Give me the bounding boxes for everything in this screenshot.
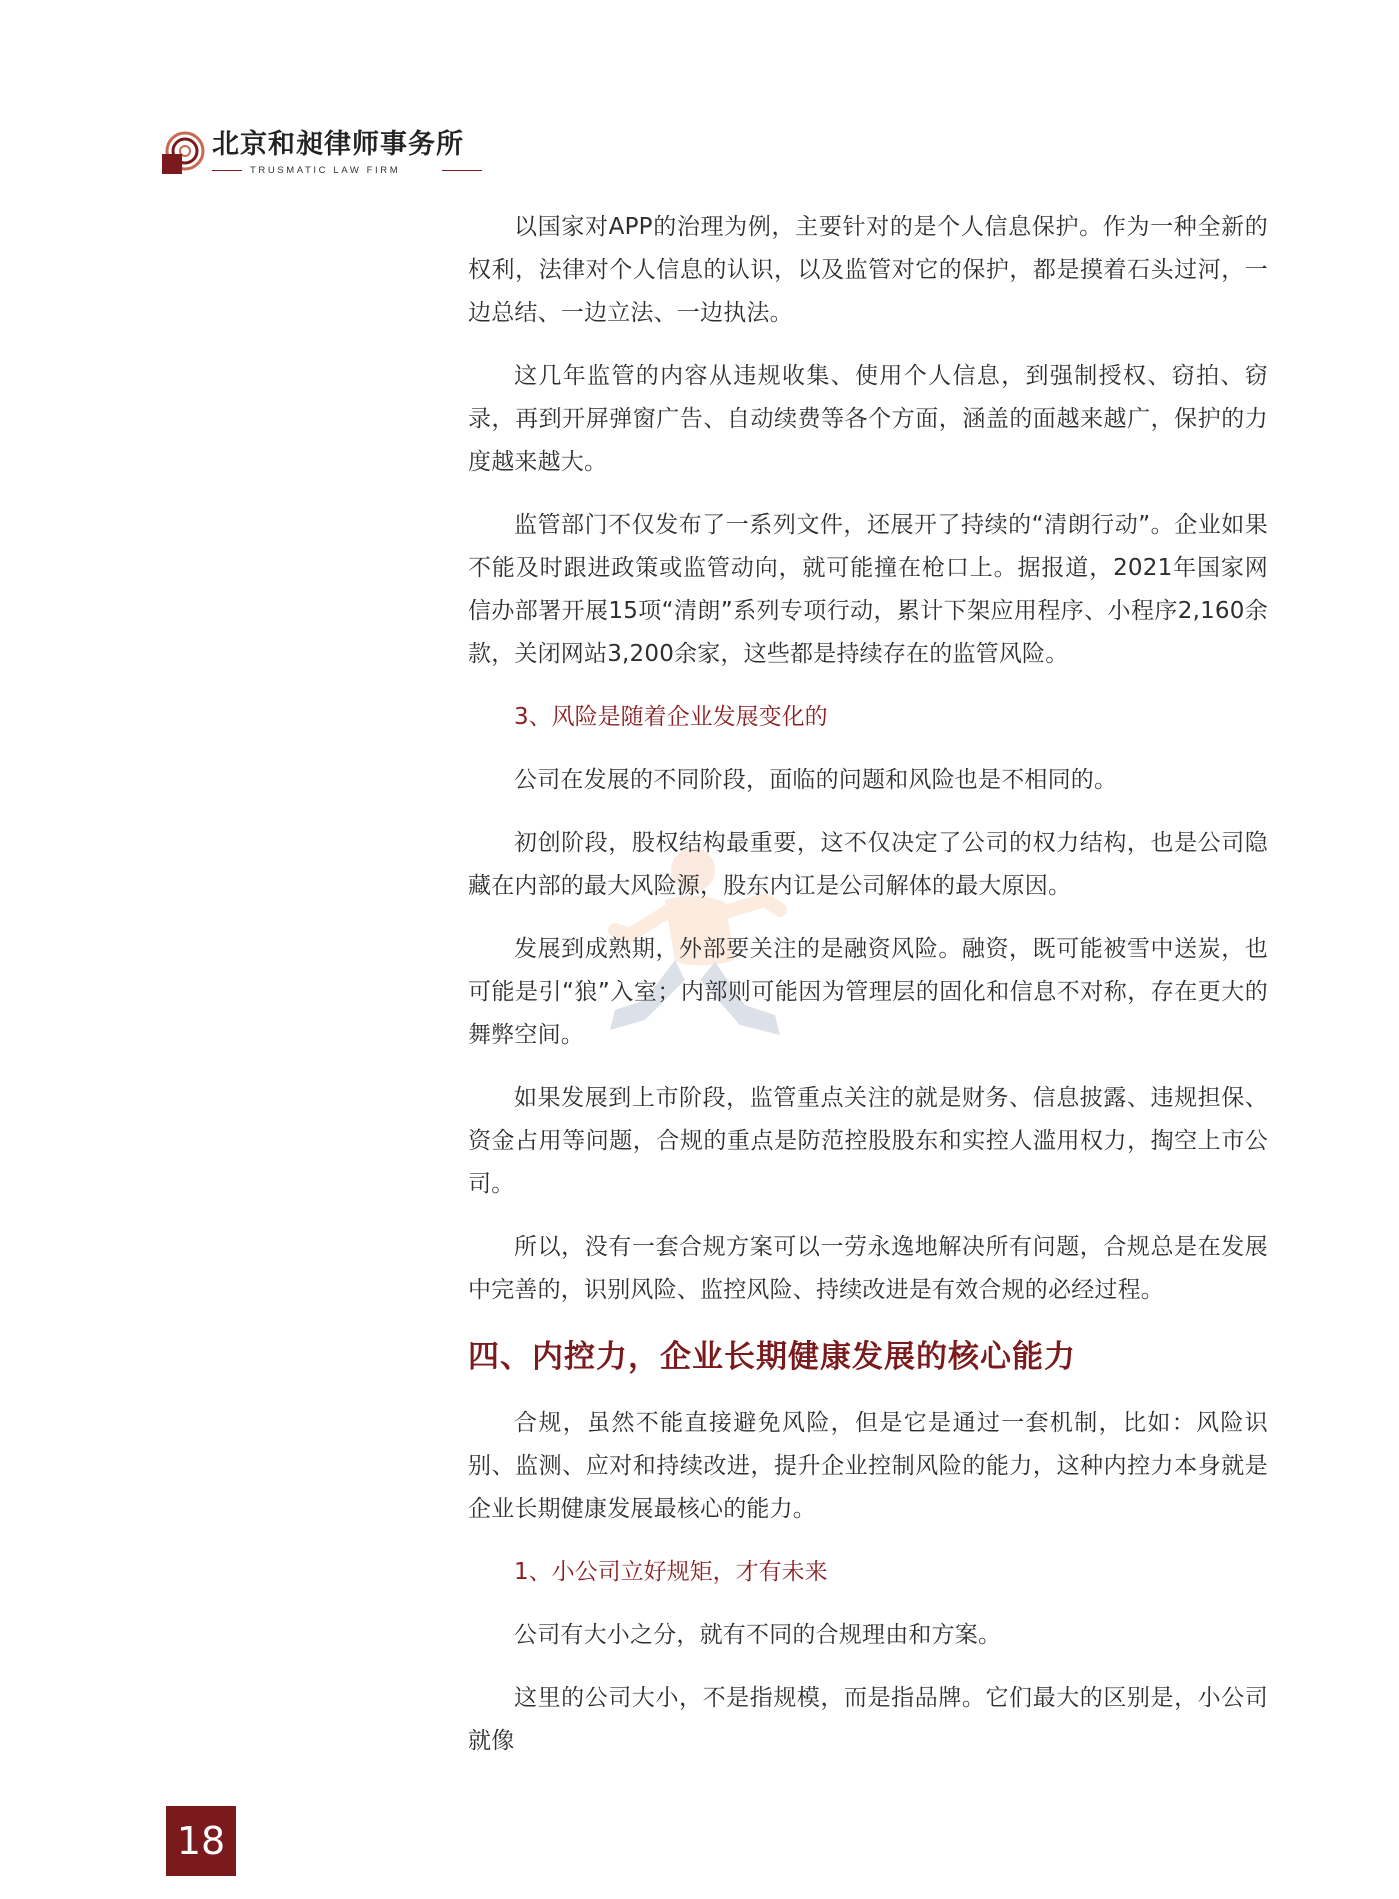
firm-logo-icon bbox=[160, 130, 206, 176]
paragraph: 如果发展到上市阶段，监管重点关注的就是财务、信息披露、违规担保、资金占用等问题，合规的重点是防范控股股东和实控人滥用权力，掏空上市公司。 bbox=[468, 1085, 1268, 1197]
paragraph: 这几年监管的内容从违规收集、使用个人信息，到强制授权、窃拍、窃录，再到开屏弹窗广告、自动续费等各个方面，涵盖的面越来越广，保护的力度越来越大。 bbox=[468, 363, 1268, 475]
firm-header bbox=[160, 128, 490, 180]
paragraph: 这里的公司大小，不是指规模，而是指品牌。它们最大的区别是，小公司就像 bbox=[468, 1685, 1268, 1754]
firm-name-english: TRUSMATIC LAW FIRM bbox=[250, 165, 401, 176]
divider bbox=[212, 170, 242, 171]
paragraph: 合规，虽然不能直接避免风险，但是它是通过一套机制，比如：风险识别、监测、应对和持续改进，提升企业控制风险的能力，这种内控力本身就是企业长期健康发展最核心的能力。 bbox=[468, 1410, 1268, 1522]
article-body bbox=[468, 206, 1268, 1783]
firm-name: 北京和昶律师事务所 bbox=[212, 129, 464, 160]
firm-subtitle-row bbox=[212, 164, 482, 178]
section-title: 四、内控力，企业长期健康发展的核心能力 bbox=[468, 1339, 1076, 1375]
paragraph: 公司在发展的不同阶段，面临的问题和风险也是不相同的。 bbox=[514, 767, 1118, 793]
paragraph: 所以，没有一套合规方案可以一劳永逸地解决所有问题，合规总是在发展中完善的，识别风险、监控风险、持续改进是有效合规的必经过程。 bbox=[468, 1234, 1268, 1303]
page-number: 18 bbox=[166, 1806, 236, 1876]
paragraph: 初创阶段，股权结构最重要，这不仅决定了公司的权力结构，也是公司隐藏在内部的最大风险源，股东内讧是公司解体的最大原因。 bbox=[468, 830, 1268, 899]
subheading: 3、风险是随着企业发展变化的 bbox=[514, 704, 828, 730]
subheading: 1、小公司立好规矩，才有未来 bbox=[514, 1559, 828, 1585]
divider bbox=[442, 170, 482, 171]
paragraph: 以国家对APP的治理为例，主要针对的是个人信息保护。作为一种全新的权利，法律对个人信息的认识，以及监管对它的保护，都是摸着石头过河，一边总结、一边立法、一边执法。 bbox=[468, 214, 1268, 326]
paragraph: 监管部门不仅发布了一系列文件，还展开了持续的“清朗行动”。企业如果不能及时跟进政策或监管动向，就可能撞在枪口上。据报道，2021年国家网信办部署开展15项“清朗”系列专项行动，累计下架应用程序、小程序2,160余款，关闭网站3,200余家，这些都是持续存在的监管风险。 bbox=[468, 512, 1268, 667]
paragraph: 发展到成熟期，外部要关注的是融资风险。融资，既可能被雪中送炭，也可能是引“狼”入室；内部则可能因为管理层的固化和信息不对称，存在更大的舞弊空间。 bbox=[468, 936, 1268, 1048]
paragraph: 公司有大小之分，就有不同的合规理由和方案。 bbox=[514, 1622, 1002, 1648]
